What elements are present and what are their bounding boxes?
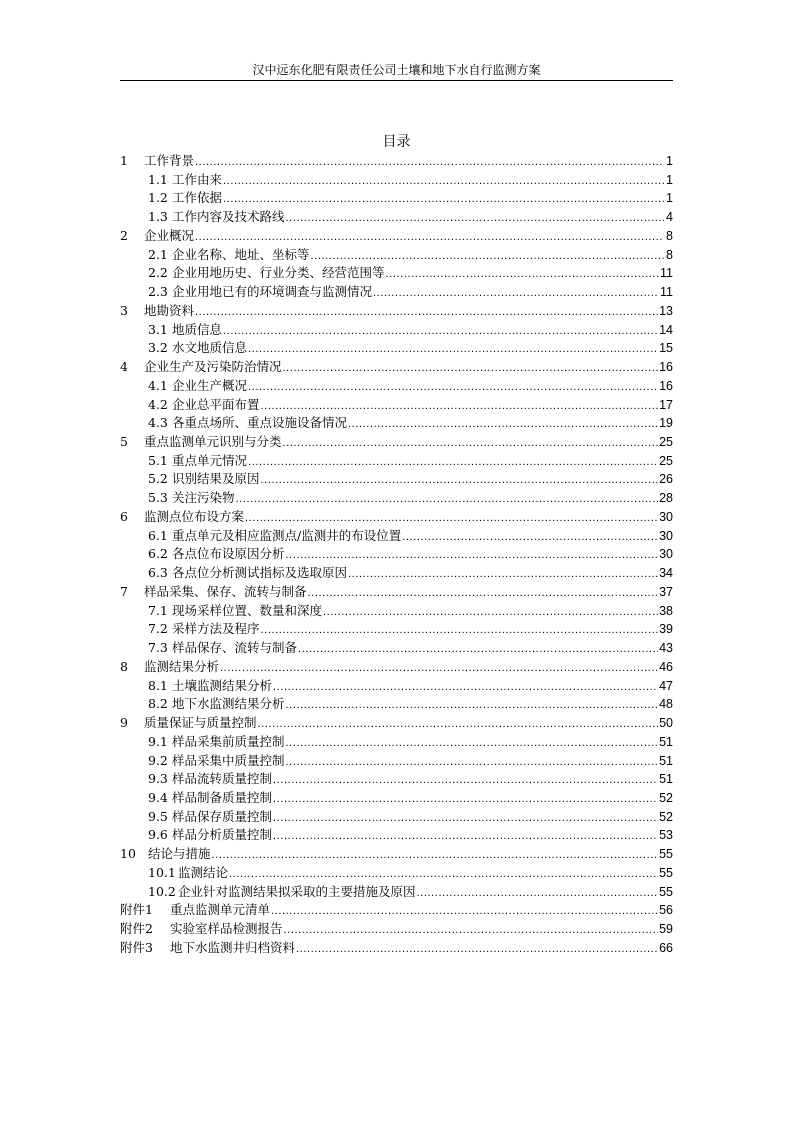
toc-entry-number: 4 [120, 359, 128, 375]
toc-entry-label: 样品制备质量控制 [172, 789, 273, 805]
toc-entry-label: 企业生产及污染防治情况 [144, 359, 282, 375]
toc-entry-label: 监测结果分析 [144, 658, 220, 674]
toc-entry[interactable] [120, 901, 673, 920]
toc-entry[interactable] [120, 302, 673, 321]
toc-entry-label: 工作背景 [144, 153, 195, 168]
toc-title: 目录 [382, 134, 411, 150]
toc-entry-page: 55 [659, 865, 673, 880]
toc-entry-number: 9.4 [148, 789, 168, 805]
toc-entry-number: 7.3 [148, 640, 168, 656]
toc-entry-page: 8 [666, 228, 673, 243]
toc-entry[interactable] [120, 639, 673, 658]
toc-entry[interactable] [120, 508, 673, 527]
toc-entry[interactable] [120, 396, 673, 415]
toc-entry-page: 59 [659, 922, 673, 937]
dot-leader [245, 509, 658, 528]
toc-entry[interactable] [120, 714, 673, 733]
toc-entry[interactable] [120, 246, 673, 265]
dot-leader [296, 940, 658, 959]
toc-entry-number: 6.1 [148, 527, 168, 543]
toc-entry-number: 1.2 [148, 190, 168, 206]
toc-entry-label: 各点位分析测试指标及选取原因 [172, 565, 348, 581]
toc-entry-number: 9.5 [148, 808, 168, 824]
toc-entry-page: 1 [666, 172, 673, 187]
dot-leader [286, 734, 659, 753]
toc-entry-page: 13 [659, 303, 673, 318]
dot-leader [311, 247, 664, 266]
dot-leader [273, 809, 658, 828]
table-of-contents [120, 152, 673, 958]
dot-leader [286, 696, 659, 715]
dot-leader [273, 827, 658, 846]
toc-entry-page: 66 [659, 940, 673, 955]
toc-entry-page: 47 [659, 678, 673, 693]
dot-leader [386, 265, 660, 284]
toc-entry-label: 企业总平面布置 [172, 396, 260, 412]
toc-entry-page: 17 [659, 397, 673, 412]
toc-entry-page: 1 [666, 154, 673, 168]
toc-entry-label: 工作由来 [172, 171, 223, 187]
toc-entry-label: 识别结果及原因 [172, 471, 260, 487]
dot-leader [261, 471, 659, 490]
toc-entry-label: 监测结论 [178, 864, 229, 880]
dot-leader [286, 209, 664, 228]
toc-entry-number: 4.3 [148, 415, 168, 431]
toc-entry-number: 5.1 [148, 452, 168, 468]
toc-entry-page: 30 [659, 509, 673, 524]
toc-entry-number: 5.2 [148, 471, 168, 487]
toc-entry-page: 56 [659, 903, 673, 918]
toc-entry-label: 样品流转质量控制 [172, 771, 273, 787]
toc-entry-label: 重点单元及相应监测点/监测井的布设位置 [172, 527, 402, 543]
toc-entry-page: 46 [659, 659, 673, 674]
dot-leader [248, 378, 658, 397]
toc-entry[interactable] [120, 377, 673, 396]
toc-entry[interactable] [120, 452, 673, 471]
toc-entry[interactable] [120, 358, 673, 377]
toc-entry-label: 样品采集前质量控制 [172, 733, 285, 749]
toc-entry-page: 51 [659, 772, 673, 787]
toc-entry-number: 7.1 [148, 602, 168, 618]
toc-entry-label: 各重点场所、重点设施设备情况 [172, 415, 348, 431]
toc-entry-label: 地下水监测结果分析 [172, 696, 285, 712]
toc-entry-number: 7 [120, 583, 128, 599]
toc-entry[interactable] [120, 433, 673, 452]
dot-leader [195, 303, 658, 322]
dot-leader [308, 584, 659, 603]
toc-entry-number: 9.1 [148, 733, 168, 749]
dot-leader [261, 621, 659, 640]
toc-entry-number: 8.2 [148, 696, 168, 712]
dot-leader [248, 340, 658, 359]
toc-entry-label: 样品分析质量控制 [172, 827, 273, 843]
toc-entry-number: 1.1 [148, 171, 168, 187]
toc-entry-label: 结论与措施 [148, 846, 211, 862]
toc-entry-label: 监测点位布设方案 [144, 508, 245, 524]
toc-entry-number: 10.2 [148, 883, 176, 899]
toc-entry-label: 土壤监测结果分析 [172, 677, 273, 693]
toc-entry-label: 企业名称、地址、坐标等 [172, 246, 310, 262]
toc-entry-number: 2.3 [148, 284, 168, 300]
toc-entry-label: 各点位布设原因分析 [172, 546, 285, 562]
toc-entry-label: 样品采集、保存、流转与制备 [144, 583, 307, 599]
toc-entry-label: 企业用地历史、行业分类、经营范围等 [172, 265, 385, 281]
toc-entry-page: 50 [659, 716, 673, 731]
toc-entry-number: 9.2 [148, 752, 168, 768]
toc-entry-label: 采样方法及程序 [172, 621, 260, 637]
toc-entry-page: 30 [659, 547, 673, 562]
toc-entry-label: 样品保存质量控制 [172, 808, 273, 824]
toc-entry-page: 43 [659, 641, 673, 656]
toc-entry-number: 2 [120, 227, 128, 243]
toc-entry-page: 34 [659, 566, 673, 581]
dot-leader [248, 453, 658, 472]
toc-entry-label: 企业针对监测结果拟采取的主要措施及原因 [178, 883, 416, 899]
toc-entry-number: 6.3 [148, 565, 168, 581]
toc-entry-page: 26 [659, 472, 673, 487]
toc-entry-number: 7.2 [148, 621, 168, 637]
toc-entry-number: 4.2 [148, 396, 168, 412]
dot-leader [417, 884, 659, 903]
dot-leader [273, 678, 658, 697]
toc-entry[interactable] [120, 583, 673, 602]
toc-entry-number: 8 [120, 658, 128, 674]
toc-entry[interactable] [120, 939, 673, 958]
toc-entry-page: 14 [659, 322, 673, 337]
toc-entry-label: 地勘资料 [144, 302, 195, 318]
toc-entry-page: 15 [659, 341, 673, 356]
dot-leader [348, 565, 658, 584]
toc-entry-page: 30 [659, 528, 673, 543]
dot-leader [348, 415, 658, 434]
toc-entry-label: 质量保证与质量控制 [144, 715, 257, 731]
toc-entry-label: 实验室样品检测报告 [170, 921, 283, 937]
toc-entry-number: 10.1 [148, 864, 176, 880]
toc-entry-number: 附件1 [120, 902, 153, 918]
toc-entry[interactable] [120, 264, 673, 283]
toc-entry-page: 19 [659, 416, 673, 431]
toc-entry-page: 16 [659, 360, 673, 375]
toc-entry-page: 55 [659, 847, 673, 862]
dot-leader [258, 715, 659, 734]
toc-entry-number: 2.1 [148, 246, 168, 262]
dot-leader [223, 172, 664, 191]
toc-entry[interactable] [120, 189, 673, 208]
toc-entry-label: 企业概况 [144, 227, 195, 243]
toc-entry[interactable] [120, 658, 673, 677]
running-header: 汉中远东化肥有限责任公司土壤和地下水自行监测方案 [252, 63, 541, 77]
toc-entry-page: 11 [660, 285, 673, 300]
dot-leader [373, 284, 659, 303]
toc-entry[interactable] [120, 339, 673, 358]
toc-entry-label: 现场采样位置、数量和深度 [172, 602, 323, 618]
toc-entry[interactable] [120, 770, 673, 789]
toc-entry-page: 1 [666, 191, 673, 206]
toc-entry[interactable] [120, 470, 673, 489]
toc-entry-label: 工作内容及技术路线 [172, 209, 285, 225]
toc-entry[interactable] [120, 208, 673, 227]
toc-entry-label: 地质信息 [172, 321, 223, 337]
toc-entry-page: 4 [666, 210, 673, 225]
toc-entry-number: 4.1 [148, 377, 168, 393]
toc-entry-number: 2.2 [148, 265, 168, 281]
toc-entry-number: 3 [120, 302, 128, 318]
dot-leader [283, 359, 659, 378]
toc-entry-page: 52 [659, 809, 673, 824]
toc-entry-number: 3.2 [148, 340, 168, 356]
dot-leader [229, 865, 658, 884]
toc-entry[interactable] [120, 414, 673, 433]
toc-entry[interactable] [120, 677, 673, 696]
toc-entry-page: 28 [659, 491, 673, 506]
toc-entry-page: 52 [659, 790, 673, 805]
toc-entry-label: 地下水监测井归档资料 [170, 939, 296, 955]
toc-entry[interactable] [120, 695, 673, 714]
toc-entry-number: 10 [120, 846, 136, 862]
toc-entry[interactable] [120, 789, 673, 808]
toc-entry[interactable] [120, 171, 673, 190]
toc-entry-label: 重点监测单元清单 [170, 902, 271, 918]
dot-leader [284, 921, 659, 940]
dot-leader [273, 771, 658, 790]
toc-entry[interactable] [120, 527, 673, 546]
dot-leader [286, 546, 659, 565]
toc-entry-label: 样品保存、流转与制备 [172, 640, 298, 656]
toc-entry[interactable] [120, 733, 673, 752]
dot-leader [212, 846, 659, 865]
dot-leader [323, 603, 658, 622]
toc-entry[interactable] [120, 152, 673, 171]
toc-entry-label: 水文地质信息 [172, 340, 248, 356]
dot-leader [273, 790, 658, 809]
dot-leader [195, 153, 664, 172]
toc-entry-label: 重点单元情况 [172, 452, 248, 468]
toc-entry-number: 1 [120, 153, 128, 168]
toc-entry[interactable] [120, 752, 673, 771]
header-rule [120, 80, 673, 81]
toc-entry[interactable] [120, 920, 673, 939]
toc-entry-page: 38 [659, 603, 673, 618]
toc-entry-label: 企业用地已有的环境调查与监测情况 [172, 284, 373, 300]
dot-leader [271, 902, 658, 921]
toc-entry-page: 55 [659, 884, 673, 899]
toc-entry-label: 企业生产概况 [172, 377, 248, 393]
toc-entry[interactable] [120, 227, 673, 246]
toc-entry-number: 附件2 [120, 921, 153, 937]
toc-entry-number: 5.3 [148, 490, 168, 506]
dot-leader [223, 322, 658, 341]
dot-leader [402, 528, 658, 547]
toc-entry[interactable] [120, 826, 673, 845]
dot-leader [220, 659, 658, 678]
dot-leader [298, 640, 658, 659]
toc-entry-label: 工作依据 [172, 190, 223, 206]
dot-leader [261, 397, 659, 416]
toc-entry-page: 11 [660, 266, 673, 281]
toc-entry-page: 25 [659, 453, 673, 468]
toc-entry-page: 51 [659, 753, 673, 768]
toc-entry[interactable] [120, 283, 673, 302]
toc-entry-label: 关注污染物 [172, 490, 235, 506]
toc-entry[interactable] [120, 602, 673, 621]
dot-leader [195, 228, 664, 247]
dot-leader [283, 434, 659, 453]
toc-entry[interactable] [120, 620, 673, 639]
toc-entry-page: 39 [659, 622, 673, 637]
toc-entry-page: 48 [659, 697, 673, 712]
toc-entry-number: 6 [120, 508, 128, 524]
toc-entry-page: 25 [659, 435, 673, 450]
toc-entry[interactable] [120, 545, 673, 564]
toc-entry-number: 8.1 [148, 677, 168, 693]
toc-entry-page: 8 [666, 247, 673, 262]
toc-entry-page: 51 [659, 734, 673, 749]
toc-entry-label: 样品采集中质量控制 [172, 752, 285, 768]
toc-entry-number: 9.3 [148, 771, 168, 787]
toc-entry-page: 37 [659, 584, 673, 599]
dot-leader [236, 490, 659, 509]
toc-entry-page: 16 [659, 378, 673, 393]
toc-entry-number: 9.6 [148, 827, 168, 843]
toc-entry[interactable] [120, 489, 673, 508]
toc-entry-page: 53 [659, 828, 673, 843]
toc-entry-number: 9 [120, 715, 128, 731]
toc-entry-number: 6.2 [148, 546, 168, 562]
toc-entry-number: 3.1 [148, 321, 168, 337]
toc-entry-label: 重点监测单元识别与分类 [144, 434, 282, 450]
toc-entry-number: 5 [120, 434, 128, 450]
toc-entry[interactable] [120, 864, 673, 883]
toc-entry-number: 1.3 [148, 209, 168, 225]
dot-leader [223, 190, 664, 209]
toc-entry-number: 附件3 [120, 939, 153, 955]
toc-entry[interactable] [120, 845, 673, 864]
dot-leader [286, 753, 659, 772]
toc-entry[interactable] [120, 883, 673, 902]
toc-entry[interactable] [120, 321, 673, 340]
toc-entry[interactable] [120, 564, 673, 583]
toc-entry[interactable] [120, 808, 673, 827]
